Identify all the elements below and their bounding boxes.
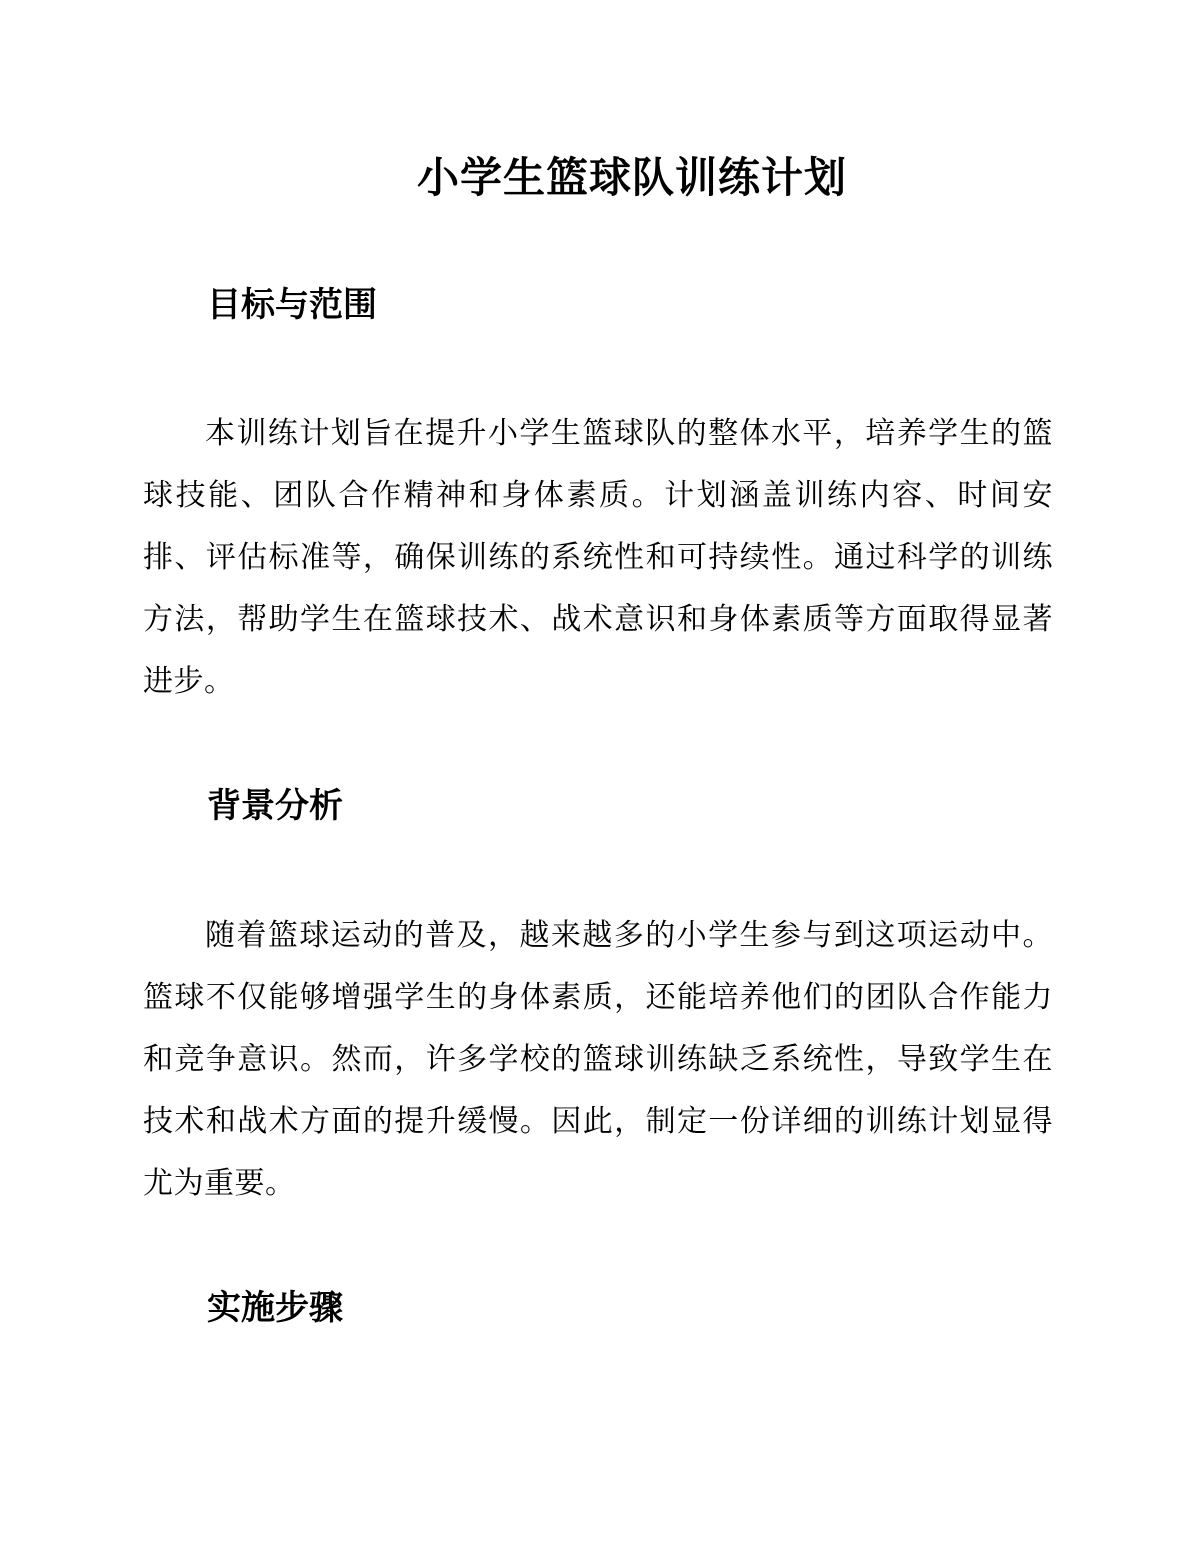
section-paragraph-background: 随着篮球运动的普及，越来越多的小学生参与到这项运动中。篮球不仅能够增强学生的身体素质，还能培养他们的团队合作能力和竞争意识。然而，许多学校的篮球训练缺乏系统性，导致学生在技术和战术方面的提升缓慢。因此，制定一份详细的训练计划显得尤为重要。: [143, 918, 1053, 1201]
section-heading-goals-scope: 目标与范围: [207, 285, 377, 325]
section-paragraph-goals-scope: 本训练计划旨在提升小学生篮球队的整体水平，培养学生的篮球技能、团队合作精神和身体素质。计划涵盖训练内容、时间安排、评估标准等，确保训练的系统性和可持续性。通过科学的训练方法，帮助学生在篮球技术、战术意识和身体素质等方面取得显著进步。: [143, 416, 1053, 699]
section-heading-background: 背景分析: [207, 786, 343, 826]
document-title: 小学生篮球队训练计划: [416, 153, 847, 202]
section-heading-implementation-steps: 实施步骤: [207, 1288, 343, 1328]
